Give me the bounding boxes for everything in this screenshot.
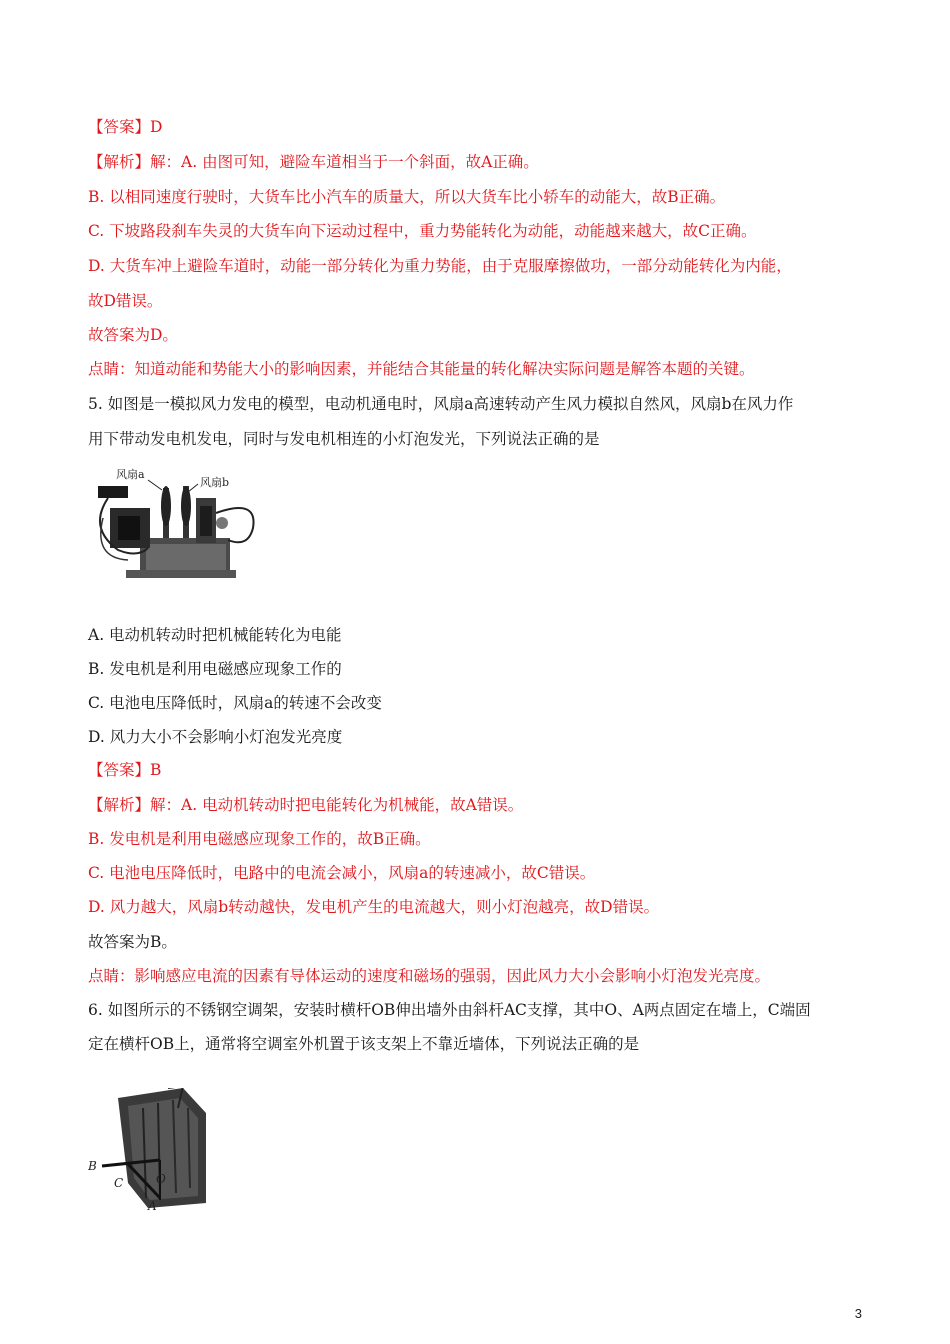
q5-analysis-c: C. 电池电压降低时，电路中的电流会减小，风扇a的转速减小，故C错误。 [88, 864, 596, 882]
q4-answer-tag: 【答案】 [88, 118, 151, 136]
q5-option-b: B. 发电机是利用电磁感应现象工作的 [88, 660, 342, 678]
q4-conclusion: 故答案为D。 [88, 326, 178, 344]
q5-analysis-a: 解：A. 电动机转动时把电能转化为机械能，故A错误。 [150, 796, 524, 814]
q5-stem-line-1: 5. 如图是一模拟风力发电的模型，电动机通电时，风扇a高速转动产生风力模拟自然风，风扇b在风力作 [88, 395, 794, 413]
point-b-label: B [88, 1159, 97, 1173]
q4-analysis-d: D. 大货车冲上避险车道时，动能一部分转化为重力势能，由于克服摩擦做功，一部分动能转化为内能， [88, 257, 792, 275]
wind-generator-figure [88, 458, 263, 588]
q6-stem-line-1: 6. 如图所示的不锈钢空调架，安装时横杆OB伸出墙外由斜杆AC支撑，其中O、A两点固定在墙上，C端固 [88, 1001, 811, 1019]
q4-tip: 点睛：知道动能和势能大小的影响因素，并能结合其能量的转化解决实际问题是解答本题的关键。 [88, 360, 755, 378]
ac-bracket-figure [88, 1088, 213, 1213]
q5-analysis-b: B. 发电机是利用电磁感应现象工作的，故B正确。 [88, 830, 431, 848]
q4-answer-line [88, 117, 162, 137]
point-o-label: O [156, 1172, 166, 1186]
point-c-label: C [114, 1176, 124, 1190]
q5-answer-line [88, 760, 161, 780]
q5-answer-tag: 【答案】 [88, 761, 151, 779]
q5-analysis-line-a [88, 795, 523, 815]
q5-option-c: C. 电池电压降低时，风扇a的转速不会改变 [88, 694, 382, 712]
q5-tip: 点睛：影响感应电流的因素有导体运动的速度和磁场的强弱，因此风力大小会影响小灯泡发光亮度。 [88, 967, 771, 985]
q4-analysis-line-a [88, 152, 539, 172]
q5-conclusion: 故答案为B。 [88, 933, 177, 951]
q4-analysis-b: B. 以相同速度行驶时，大货车比小汽车的质量大，所以大货车比小轿车的动能大，故B正确。 [88, 188, 726, 206]
q5-answer-value: B [150, 761, 162, 779]
q4-analysis-c: C. 下坡路段刹车失灵的大货车向下运动过程中，重力势能转化为动能，动能越来越大，故C正确。 [88, 222, 757, 240]
page-number: 3 [854, 1306, 862, 1321]
fan-a-label: 风扇a [116, 468, 145, 481]
q6-stem-line-2: 定在横杆OB上，通常将空调室外机置于该支架上不靠近墙体，下列说法正确的是 [88, 1035, 640, 1053]
q5-stem-line-2: 用下带动发电机发电，同时与发电机相连的小灯泡发光，下列说法正确的是 [88, 430, 600, 448]
point-a-label: A [148, 1199, 157, 1213]
fan-b-label: 风扇b [200, 476, 230, 489]
q4-answer-value: D [150, 118, 163, 136]
q5-analysis-tag: 【解析】 [88, 796, 151, 814]
q4-analysis-d-cont: 故D错误。 [88, 292, 163, 310]
q5-analysis-d: D. 风力越大，风扇b转动越快，发电机产生的电流越大，则小灯泡越亮，故D错误。 [88, 898, 660, 916]
q5-option-a: A. 电动机转动时把机械能转化为电能 [88, 626, 342, 644]
q5-option-d: D. 风力大小不会影响小灯泡发光亮度 [88, 728, 343, 746]
q4-analysis-tag: 【解析】 [88, 153, 151, 171]
wind-generator-illustration [88, 458, 263, 588]
q4-analysis-a: 解：A. 由图可知，避险车道相当于一个斜面，故A正确。 [150, 153, 539, 171]
ac-bracket-illustration [88, 1088, 213, 1213]
